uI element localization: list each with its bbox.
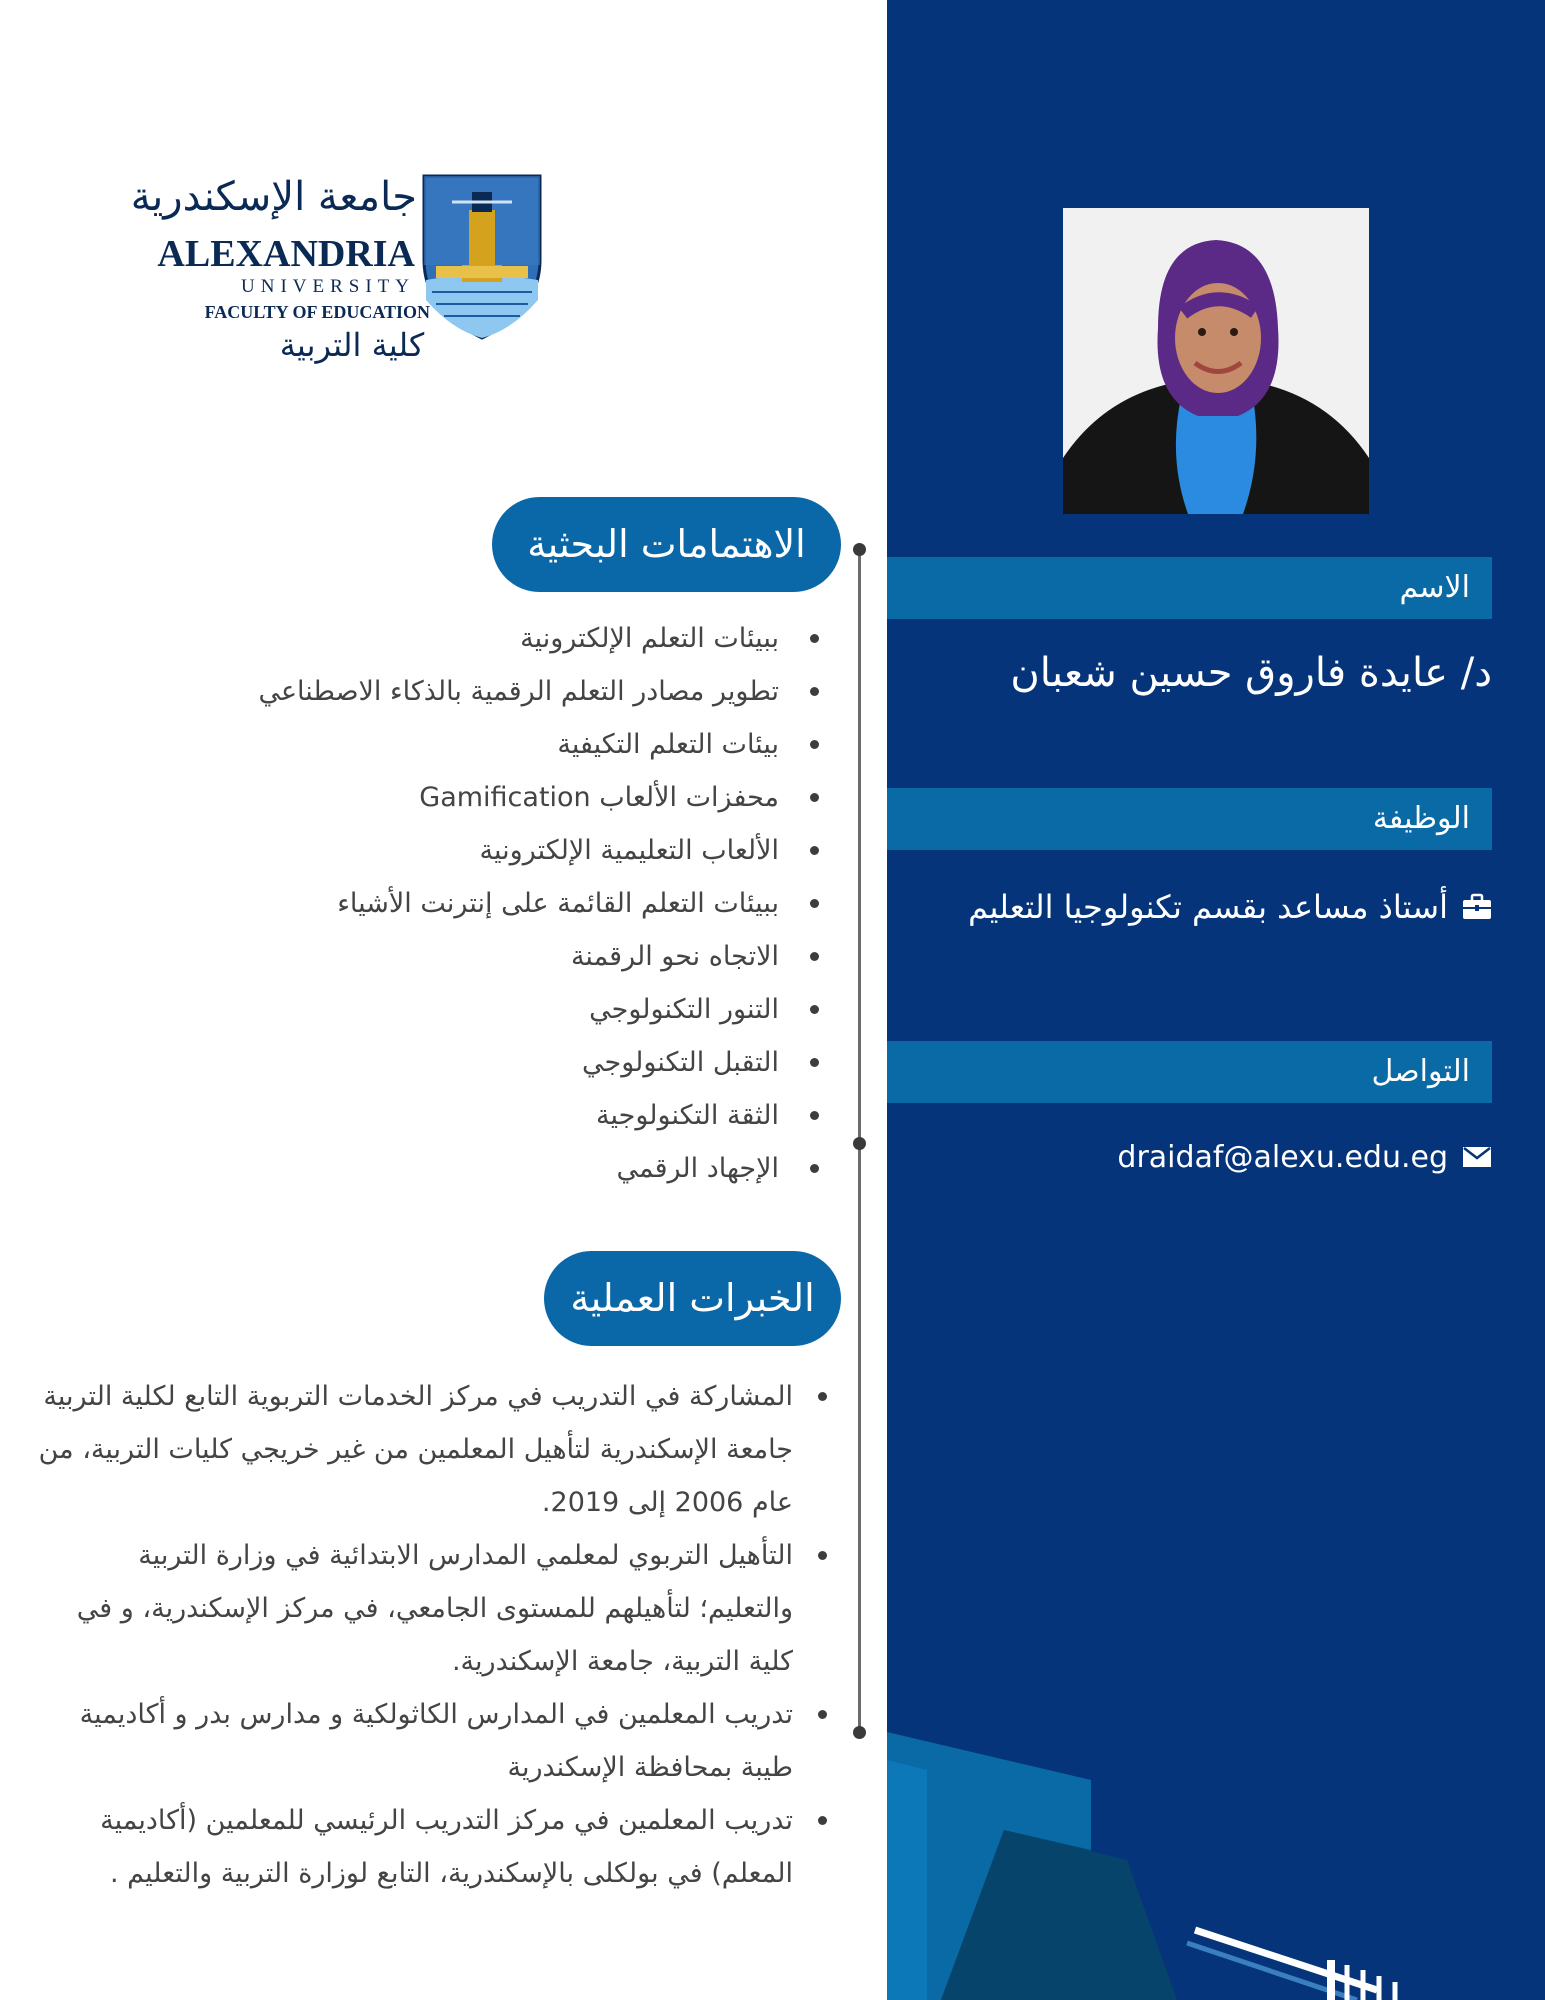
research-item: ببيئات التعلم القائمة على إنترنت الأشياء [258, 877, 819, 930]
logo-english-name: ALEXANDRIA [157, 233, 415, 275]
research-interests-list [258, 612, 819, 1195]
job-title: أستاذ مساعد بقسم تكنولوجيا التعليم [968, 888, 1448, 926]
email-row[interactable] [1117, 1140, 1492, 1176]
timeline-dot [853, 1137, 866, 1150]
logo-faculty-english: FACULTY OF EDUCATION [204, 302, 430, 322]
logo-english-university: UNIVERSITY [241, 276, 415, 297]
timeline-dot [853, 1726, 866, 1739]
contact-label: التواصل [887, 1041, 1492, 1103]
research-item: التقبل التكنولوجي [258, 1036, 819, 1089]
person-name: د/ عايدة فاروق حسين شعبان [1010, 650, 1492, 696]
envelope-icon [1462, 1141, 1492, 1176]
research-item: ببيئات التعلم الإلكترونية [258, 612, 819, 665]
briefcase-icon [1462, 890, 1492, 928]
research-item: الألعاب التعليمية الإلكترونية [258, 824, 819, 877]
experience-item: التأهيل التربوي لمعلمي المدارس الابتدائية في وزارة التربية والتعليم؛ لتأهيلهم للمستوى الجامعي، في مركز الإسكندرية، و في كلية التربية، جامعة الإسكندرية. [37, 1529, 827, 1688]
research-item: تطوير مصادر التعلم الرقمية بالذكاء الاصطناعي [258, 665, 819, 718]
profile-panel [887, 0, 1545, 2000]
work-experience-list [37, 1370, 827, 1900]
job-label: الوظيفة [887, 788, 1492, 850]
research-item: التنور التكنولوجي [258, 983, 819, 1036]
timeline-dot [853, 543, 866, 556]
logo-faculty-arabic: كلية التربية [279, 326, 425, 364]
experience-item: المشاركة في التدريب في مركز الخدمات التربوية التابع لكلية التربية جامعة الإسكندرية لتأهيل المعلمين من غير خريجي كليات التربية، من عام 2006 إلى 2019. [37, 1370, 827, 1529]
research-interests-heading: الاهتمامات البحثية [492, 497, 841, 592]
lighthouse-emblem [424, 176, 540, 338]
work-experience-heading: الخبرات العملية [544, 1251, 841, 1346]
experience-item: تدريب المعلمين في مركز التدريب الرئيسي للمعلمين (أكاديمية المعلم) في بولكلى بالإسكندرية، التابع لوزارة التربية والتعليم . [37, 1794, 827, 1900]
experience-item: تدريب المعلمين في المدارس الكاثولكية و مدارس بدر و أكاديمية طيبة بمحافظة الإسكندرية [37, 1688, 827, 1794]
name-label: الاسم [887, 557, 1492, 619]
research-item: الإجهاد الرقمي [258, 1142, 819, 1195]
research-item: الثقة التكنولوجية [258, 1089, 819, 1142]
university-logo [130, 170, 550, 370]
email-address[interactable]: draidaf@alexu.edu.eg [1117, 1140, 1448, 1175]
research-item: بيئات التعلم التكيفية [258, 718, 819, 771]
profile-photo [1063, 208, 1369, 514]
research-item: الاتجاه نحو الرقمنة [258, 930, 819, 983]
logo-arabic-university: جامعة الإسكندرية [130, 174, 417, 220]
research-item: محفزات الألعاب Gamification [258, 771, 819, 824]
job-title-row [968, 888, 1492, 928]
decorative-corner-shapes [887, 1690, 1545, 2000]
